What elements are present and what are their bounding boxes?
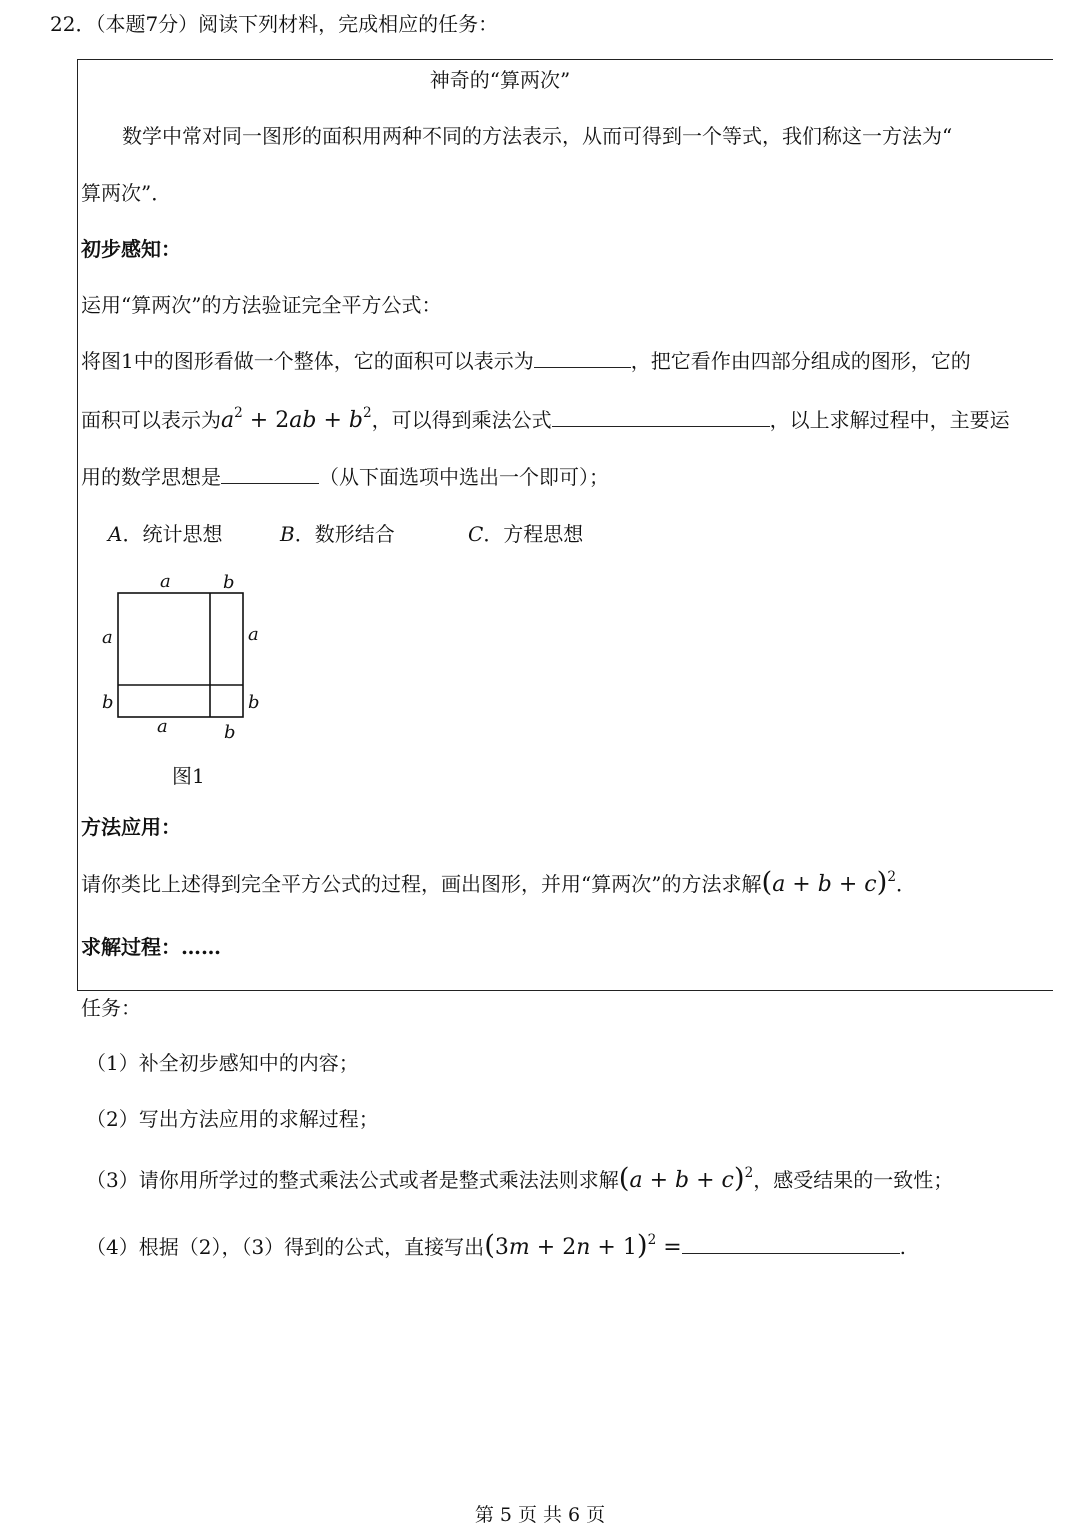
section1-line-3-mid: ，可以得到乘法公式 [371, 408, 552, 432]
option-c [468, 518, 583, 547]
section1-line-4-start: 用的数学思想是 [81, 465, 221, 489]
section1-line-4 [81, 461, 609, 490]
section2-text: 请你类比上述得到完全平方公式的过程，画出图形，并用“算两次”的方法求解 [81, 872, 762, 896]
section1-line-2-end: ，把它看作由四部分组成的图形，它的 [630, 349, 971, 373]
section1-line-3-start: 面积可以表示为 [81, 408, 221, 432]
label-right-b: b [248, 692, 260, 713]
task-item-4-text: （4）根据（2），（3）得到的公式，直接写出 [86, 1235, 485, 1259]
answer-blank-thinking[interactable] [221, 462, 319, 484]
option-b [280, 518, 395, 547]
task-item-3-tail: ，感受结果的一致性； [753, 1168, 954, 1192]
section1-line-3 [81, 404, 1010, 433]
task-item-3 [86, 1164, 953, 1193]
section-heading-initial: 初步感知： [81, 237, 181, 261]
label-top-a: a [160, 571, 171, 592]
section-heading-solution [81, 931, 221, 960]
solution-heading-text: 求解过程： [81, 935, 181, 959]
question-header [50, 8, 498, 37]
answer-blank-formula[interactable] [552, 405, 770, 427]
question-instruction: （本题7分）阅读下列材料，完成相应的任务： [95, 12, 499, 36]
label-left-b: b [102, 692, 114, 713]
option-a [108, 518, 222, 547]
task-item-4: （4）根据（2），（3）得到的公式，直接写出$(3m + 2n + 1)^2$ = . [86, 1229, 907, 1261]
option-b-letter: B [280, 522, 295, 546]
page-footer: 第 5 页 共 6 页 [474, 1504, 606, 1526]
figure-1-caption: 图1 [172, 764, 205, 788]
task-item-3-text: （3）请你用所学过的整式乘法公式或者是整式乘法法则求解 [86, 1168, 619, 1192]
label-top-b: b [223, 572, 235, 593]
answer-blank-task4[interactable] [682, 1232, 900, 1254]
option-c-letter: C [468, 522, 484, 546]
material-title: 神奇的“算两次” [429, 68, 571, 92]
outer-square [118, 593, 243, 717]
label-bottom-a: a [157, 716, 168, 737]
task3-expression: $(a + b + c)^2$ [618, 1162, 754, 1194]
expression-a2-2ab-b2: $a^2 + 2ab + b^2$ [221, 404, 372, 433]
option-a-letter: A [108, 522, 123, 546]
option-a-text: ．统计思想 [122, 522, 223, 546]
section1-line-1: 运用“算两次”的方法验证完全平方公式： [81, 293, 442, 317]
section2-line-1: 请你类比上述得到完全平方公式的过程，画出图形，并用“算两次”的方法求解$(a + b + c)^2$． [81, 866, 916, 898]
answer-blank-area[interactable] [534, 346, 631, 368]
intro-line-2: 算两次”． [81, 181, 172, 205]
section-heading-application: 方法应用： [81, 815, 181, 839]
task4-expression: $(3m + 2n + 1)^2$ = [484, 1229, 682, 1261]
question-number: 22． [50, 12, 96, 36]
tasks-heading: 任务： [81, 996, 141, 1020]
task-item-1: （1）补全初步感知中的内容； [86, 1051, 359, 1075]
section1-line-4-end: （从下面选项中选出一个即可）； [319, 465, 609, 489]
label-right-a: a [248, 624, 259, 645]
intro-line-1: 数学中常对同一图形的面积用两种不同的方法表示，从而可得到一个等式，我们称这一方法为“ [122, 124, 953, 148]
section1-line-2-start: 将图1中的图形看做一个整体，它的面积可以表示为 [81, 349, 534, 373]
label-left-a: a [102, 627, 113, 648]
label-bottom-b: b [224, 722, 236, 743]
option-b-text: ．数形结合 [294, 522, 395, 546]
figure-1-diagram [92, 566, 282, 746]
section1-line-2 [81, 345, 971, 374]
solution-ellipsis: …… [181, 935, 221, 959]
section1-line-3-end: ，以上求解过程中，主要运 [769, 408, 1010, 432]
expression-a-b-c-squared: $(a + b + c)^2$ [761, 866, 896, 898]
option-c-text: ．方程思想 [483, 522, 584, 546]
task-item-2: （2）写出方法应用的求解过程； [86, 1107, 379, 1131]
